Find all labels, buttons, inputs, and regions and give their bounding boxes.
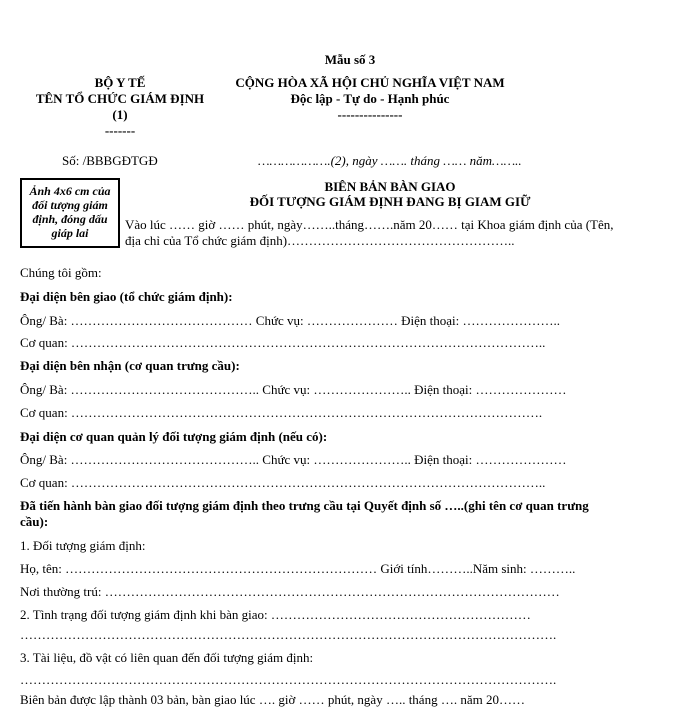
handover-line-2: cầu): — [20, 514, 49, 529]
photo-placeholder-box — [20, 178, 120, 248]
ministry-name: BỘ Y TẾ — [94, 75, 146, 90]
giver-person-line: Ông/ Bà: …………………………………… Chức vụ: ………………… Điện thoại: ………………….. — [20, 313, 561, 328]
receiver-agency-line: Cơ quan: ………………………………………………………………………………………………. — [20, 405, 543, 420]
giver-heading: Đại diện bên giao (tổ chức giám định): — [20, 289, 233, 304]
country-name: CỘNG HÒA XÃ HỘI CHỦ NGHĨA VIỆT NAM — [235, 75, 505, 90]
handover-line-1: Đã tiến hành bàn giao đối tượng giám định theo trưng cầu tại Quyết định số …..(ghi tên cơ quan trưng — [20, 498, 589, 513]
giver-agency-line: Cơ quan: ……………………………………………………………………………………………….. — [20, 335, 546, 350]
item-3-dotted-line: ……………………………………………………………………………………………………………. — [20, 672, 557, 687]
receiver-heading: Đại diện bên nhận (cơ quan trưng cầu): — [20, 358, 240, 373]
item-1-title: 1. Đối tượng giám định: — [20, 538, 146, 553]
left-divider: ------- — [104, 123, 136, 138]
we-are-label: Chúng tôi gồm: — [20, 265, 102, 280]
right-divider: --------------- — [337, 107, 403, 122]
item-1-name-line: Họ, tên: ……………………………………………………………… Giới tính………..Năm sinh: ……….. — [20, 561, 576, 576]
intro-line-2: địa chỉ của Tổ chức giám định)…………………………………………….. — [125, 233, 515, 248]
manager-agency-line: Cơ quan: ……………………………………………………………………………………………….. — [20, 475, 546, 490]
item-3-title: 3. Tài liệu, đồ vật có liên quan đến đối tượng giám định: — [20, 650, 314, 665]
motto: Độc lập - Tự do - Hạnh phúc — [290, 91, 450, 106]
receiver-person-line: Ông/ Bà: …………………………………….. Chức vụ: ………………….. Điện thoại: ………………… — [20, 382, 567, 397]
place-date: ……………….(2), ngày ……. tháng …… năm…….. — [258, 153, 522, 168]
item-1-residence-line: Nơi thường trú: …………………………………………………………………………………………… — [20, 584, 560, 599]
org-name: TÊN TỔ CHỨC GIÁM ĐỊNH — [35, 91, 205, 106]
manager-person-line: Ông/ Bà: …………………………………….. Chức vụ: ………………….. Điện thoại: ………………… — [20, 452, 567, 467]
title-line-2: ĐỐI TƯỢNG GIÁM ĐỊNH ĐANG BỊ GIAM GIỮ — [249, 194, 531, 209]
intro-line-1: Vào lúc …… giờ …… phút, ngày……..tháng…….năm 20…… tại Khoa giám định của (Tên, — [125, 217, 614, 232]
title-line-1: BIÊN BẢN BÀN GIAO — [324, 179, 456, 194]
item-2-title: 2. Tình trạng đối tượng giám định khi bàn giao: …………………………………………………… — [20, 607, 531, 622]
document-number: Số: /BBBGĐTGĐ — [62, 153, 158, 168]
closing-line-partial: Biên bản được lập thành 03 bản, bàn giao lúc …. giờ …… phút, ngày ….. tháng …. năm 20…… — [20, 692, 525, 707]
manager-heading: Đại diện cơ quan quản lý đối tượng giám định (nếu có): — [20, 429, 328, 444]
photo-box-text: Ảnh 4x6 cm của đối tượng giám định, đóng dấu giáp lai — [29, 184, 111, 240]
org-note: (1) — [112, 107, 128, 122]
form-number: Mẫu số 3 — [324, 52, 376, 67]
item-2-dotted-line: ……………………………………………………………………………………………………………. — [20, 627, 557, 642]
